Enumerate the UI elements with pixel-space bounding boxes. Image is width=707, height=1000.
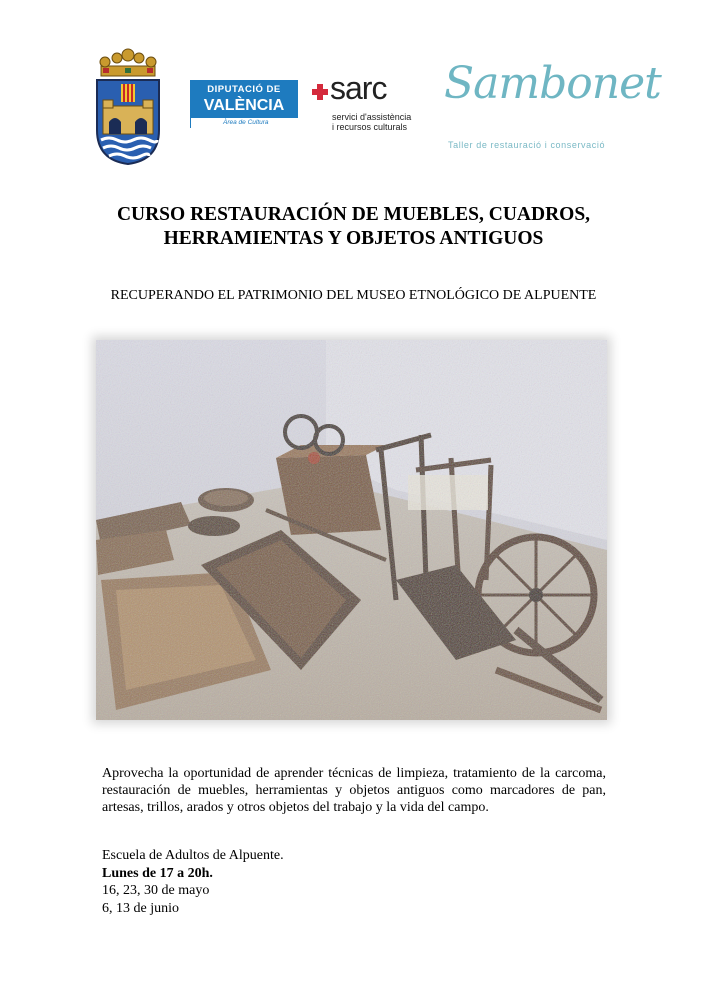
diputacio-line2: VALÈNCIA	[190, 96, 298, 118]
sarc-logo	[312, 70, 412, 144]
course-location: Escuela de Adultos de Alpuente.	[102, 848, 284, 863]
course-dates-june: 6, 13 de junio	[102, 900, 179, 916]
page-title	[0, 203, 707, 251]
title-line1: CURSO RESTAURACIÓN DE MUEBLES, CUADROS,	[116, 204, 591, 225]
antique-objects-photo	[96, 340, 607, 720]
sarc-name: sarc	[330, 70, 387, 106]
subtitle: RECUPERANDO EL PATRIMONIO DEL MUSEO ETNOLÓGICO DE ALPUENTE	[110, 288, 597, 303]
course-details	[102, 847, 606, 917]
course-schedule: Lunes de 17 a 20h.	[102, 865, 213, 881]
diputacio-line1: DIPUTACIÓ DE	[190, 80, 298, 96]
diputacio-line3: Àrea de Cultura	[190, 118, 298, 128]
course-description: Aprovecha la oportunidad de aprender técnicas de limpieza, tratamiento de la carcoma, restauración de muebles, herramientas y objetos antiguos como marcadores de pan, artesas, trillos, arados y otros objetos del trabajo y la vida del campo.	[102, 766, 606, 815]
title-line2: HERRAMIENTAS Y OBJETOS ANTIGUOS	[163, 228, 544, 249]
logo-row	[0, 44, 707, 174]
sarc-subtitle	[332, 112, 411, 132]
sambonet-logo	[444, 58, 661, 158]
sarc-subtitle-line1: servici d'assistència	[332, 112, 412, 122]
sarc-subtitle-line2: i recursos culturals	[332, 122, 408, 132]
sambonet-name: Sambonet	[444, 58, 661, 109]
sambonet-tagline: Taller de restauració i conservació	[448, 140, 606, 150]
course-dates-may: 16, 23, 30 de mayo	[102, 883, 210, 898]
alpuente-coat-of-arms-logo	[93, 48, 163, 166]
sarc-cross-icon	[312, 84, 328, 100]
diputacio-valencia-logo	[190, 80, 298, 142]
